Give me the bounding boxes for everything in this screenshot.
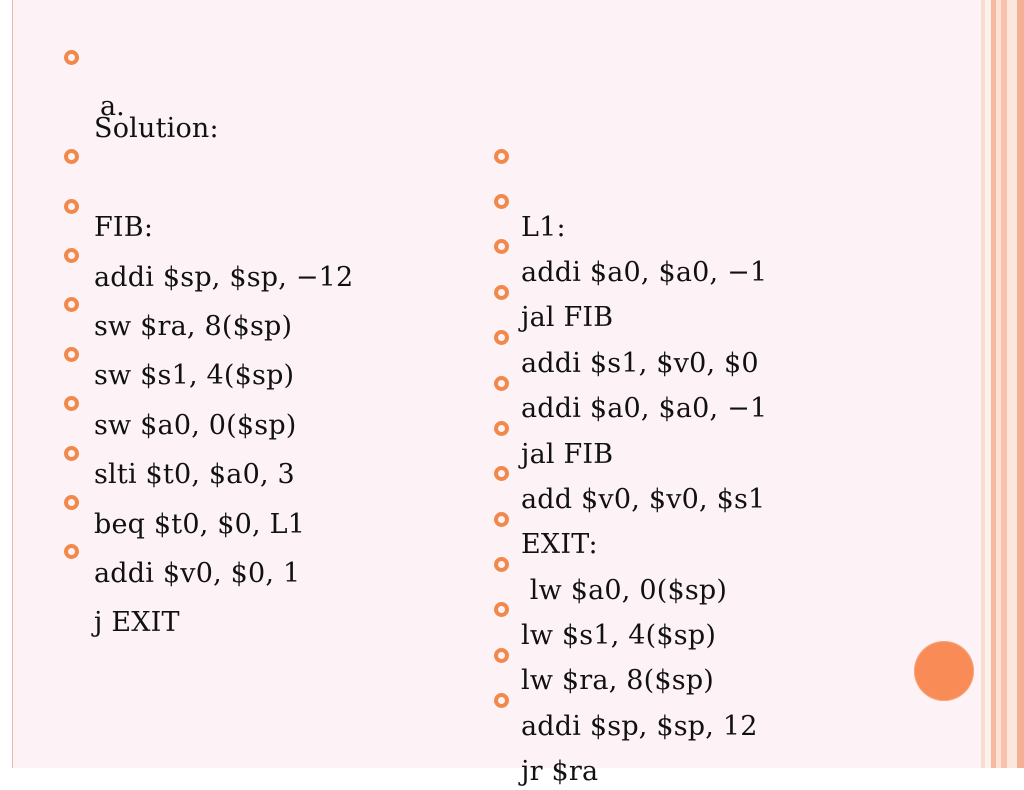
right-code-line <box>494 228 614 333</box>
code-text: beq $t0, $0, L1 <box>94 509 306 540</box>
ring-bullet-icon <box>494 285 509 300</box>
code-text: jr $ra <box>521 756 599 787</box>
code-text: addi $v0, $0, 1 <box>94 558 301 589</box>
ring-bullet-icon <box>64 347 79 362</box>
ring-bullet-icon <box>494 693 509 708</box>
solution-heading <box>64 39 219 144</box>
ring-bullet-icon <box>64 544 79 559</box>
left-code-line <box>64 533 180 638</box>
code-text: addi $sp, $sp, 12 <box>521 711 758 742</box>
ring-bullet-icon <box>494 466 509 481</box>
code-text: addi $a0, $a0, −1 <box>521 393 768 424</box>
right-code-line <box>494 365 614 470</box>
code-text: FIB: <box>94 212 154 243</box>
code-text: jal FIB <box>521 439 614 470</box>
ring-bullet-icon <box>494 376 509 391</box>
code-text: sw $ra, 8($sp) <box>94 311 293 342</box>
code-text: addi $a0, $a0, −1 <box>521 257 768 288</box>
ring-bullet-icon <box>494 149 509 164</box>
ring-bullet-icon <box>494 557 509 572</box>
ring-bullet-icon <box>494 194 509 209</box>
heading-text: Solution: <box>94 113 219 144</box>
ring-bullet-icon <box>64 446 79 461</box>
ring-bullet-icon <box>64 495 79 510</box>
code-text: sw $a0, 0($sp) <box>94 410 297 441</box>
code-text: lw $ra, 8($sp) <box>521 665 715 696</box>
ring-bullet-icon <box>64 149 79 164</box>
ring-bullet-icon <box>494 512 509 527</box>
code-text: EXIT: <box>521 529 598 560</box>
code-text: sw $s1, 4($sp) <box>94 360 295 391</box>
ring-bullet-icon <box>64 297 79 312</box>
orange-circle-icon <box>914 641 974 701</box>
right-border-stripe <box>1017 0 1024 768</box>
code-text: slti $t0, $a0, 3 <box>94 459 295 490</box>
code-text: add $v0, $v0, $s1 <box>521 484 766 515</box>
code-text: addi $s1, $v0, $0 <box>521 348 759 379</box>
ring-bullet-icon <box>64 396 79 411</box>
subheading-a: a. <box>100 91 125 122</box>
ring-bullet-icon <box>494 421 509 436</box>
right-code-line <box>494 138 566 243</box>
ring-bullet-icon <box>494 330 509 345</box>
ring-bullet-icon <box>494 239 509 254</box>
ring-bullet-icon <box>64 248 79 263</box>
ring-bullet-icon <box>64 199 79 214</box>
right-border-stripe <box>1007 0 1017 768</box>
code-text: addi $sp, $sp, −12 <box>94 262 354 293</box>
ring-bullet-icon <box>494 648 509 663</box>
code-text: jal FIB <box>521 302 614 333</box>
right-code-line <box>494 682 599 787</box>
left-code-line <box>64 138 154 243</box>
code-text: lw $a0, 0($sp) <box>521 575 728 606</box>
code-text: j EXIT <box>94 607 180 638</box>
code-text: L1: <box>521 212 566 243</box>
ring-bullet-icon <box>64 50 79 65</box>
ring-bullet-icon <box>494 602 509 617</box>
code-text: lw $s1, 4($sp) <box>521 620 717 651</box>
right-code-line <box>494 455 598 560</box>
